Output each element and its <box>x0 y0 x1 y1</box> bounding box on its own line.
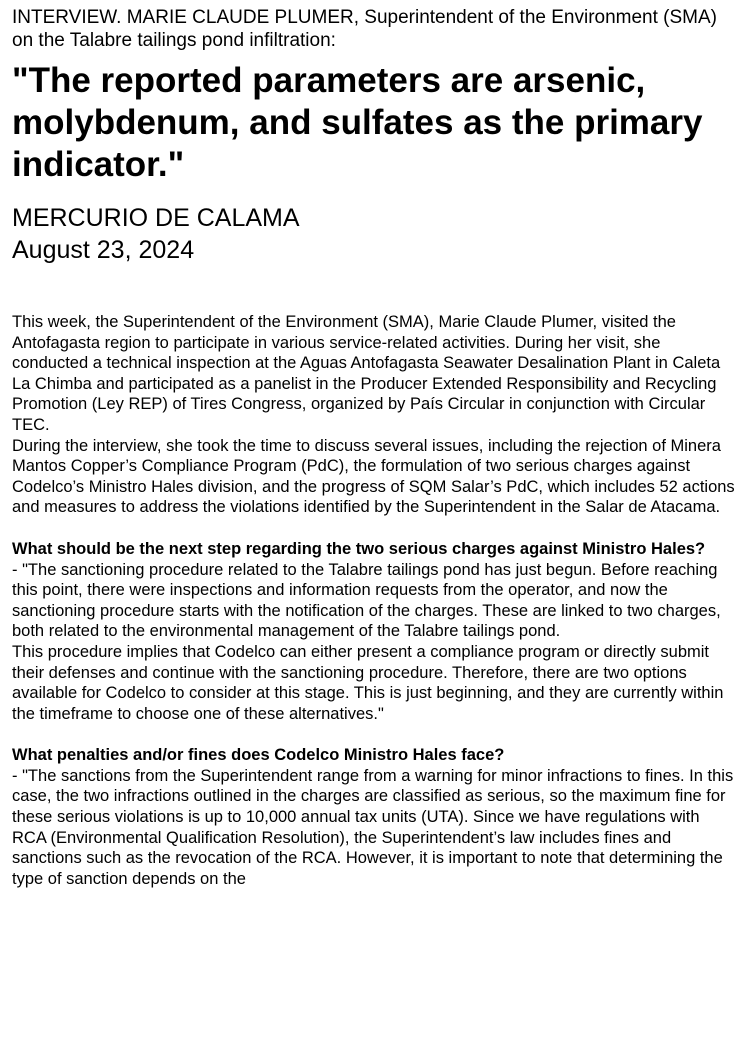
interview-kicker: INTERVIEW. MARIE CLAUDE PLUMER, Superintendent of the Environment (SMA) on the Talabre tailings pond infiltration: <box>12 7 718 51</box>
paragraph-gap <box>12 724 738 745</box>
paragraph-gap <box>12 518 738 539</box>
publication-date: August 23, 2024 <box>12 236 195 264</box>
source-name: MERCURIO DE CALAMA <box>12 204 300 232</box>
article-body <box>12 312 738 889</box>
question: What should be the next step regarding the two serious charges against Ministro Hales? <box>12 539 706 558</box>
question: What penalties and/or fines does Codelco Ministro Hales face? <box>12 746 505 765</box>
answer-paragraph: - "The sanctions from the Superintendent range from a warning for minor infractions to fines. In this case, the two infractions outlined in the charges are classified as serious, so the maximum fine for these serious violations is up to 10,000 annual tax units (UTA). Since we have regulations with RCA (Environmental Qualification Resolution), the Superintendent’s law includes fines and sanctions such as the revocation of the RCA. However, it is important to note that determining the type of sanction depends on the <box>12 766 734 888</box>
headline: "The reported parameters are arsenic, molybdenum, and sulfates as the primary indicator." <box>12 61 703 184</box>
intro-paragraph: This week, the Superintendent of the Environment (SMA), Marie Claude Plumer, visited the Antofagasta region to participate in various service-related activities. During her visit, she conducted a technical inspection at the Aguas Antofagasta Seawater Desalination Plant in Caleta La Chimba and participated as a panelist in the Producer Extended Responsibility and Recycling Promotion (Ley REP) of Tires Congress, organized by País Circular in conjunction with Circular TEC. <box>12 313 721 434</box>
answer-paragraph: This procedure implies that Codelco can either present a compliance program or directly submit their defenses and continue with the sanctioning procedure. Therefore, there are two options available for Codelco to consider at this stage. This is just beginning, and they are currently within the timeframe to choose one of these alternatives." <box>12 642 724 723</box>
answer-paragraph: - "The sanctioning procedure related to the Talabre tailings pond has just begun. Before reaching this point, there were inspections and information requests from the operator, and now the sanctioning procedure starts with the notification of the charges. These are linked to two charges, both related to the environmental management of the Talabre tailings pond. <box>12 560 721 641</box>
intro-paragraph: During the interview, she took the time to discuss several issues, including the rejection of Minera Mantos Copper’s Compliance Program (PdC), the formulation of two serious charges against Codelco’s Ministro Hales division, and the progress of SQM Salar’s PdC, which includes 52 actions and measures to address the violations identified by the Superintendent in the Salar de Atacama. <box>12 436 735 517</box>
